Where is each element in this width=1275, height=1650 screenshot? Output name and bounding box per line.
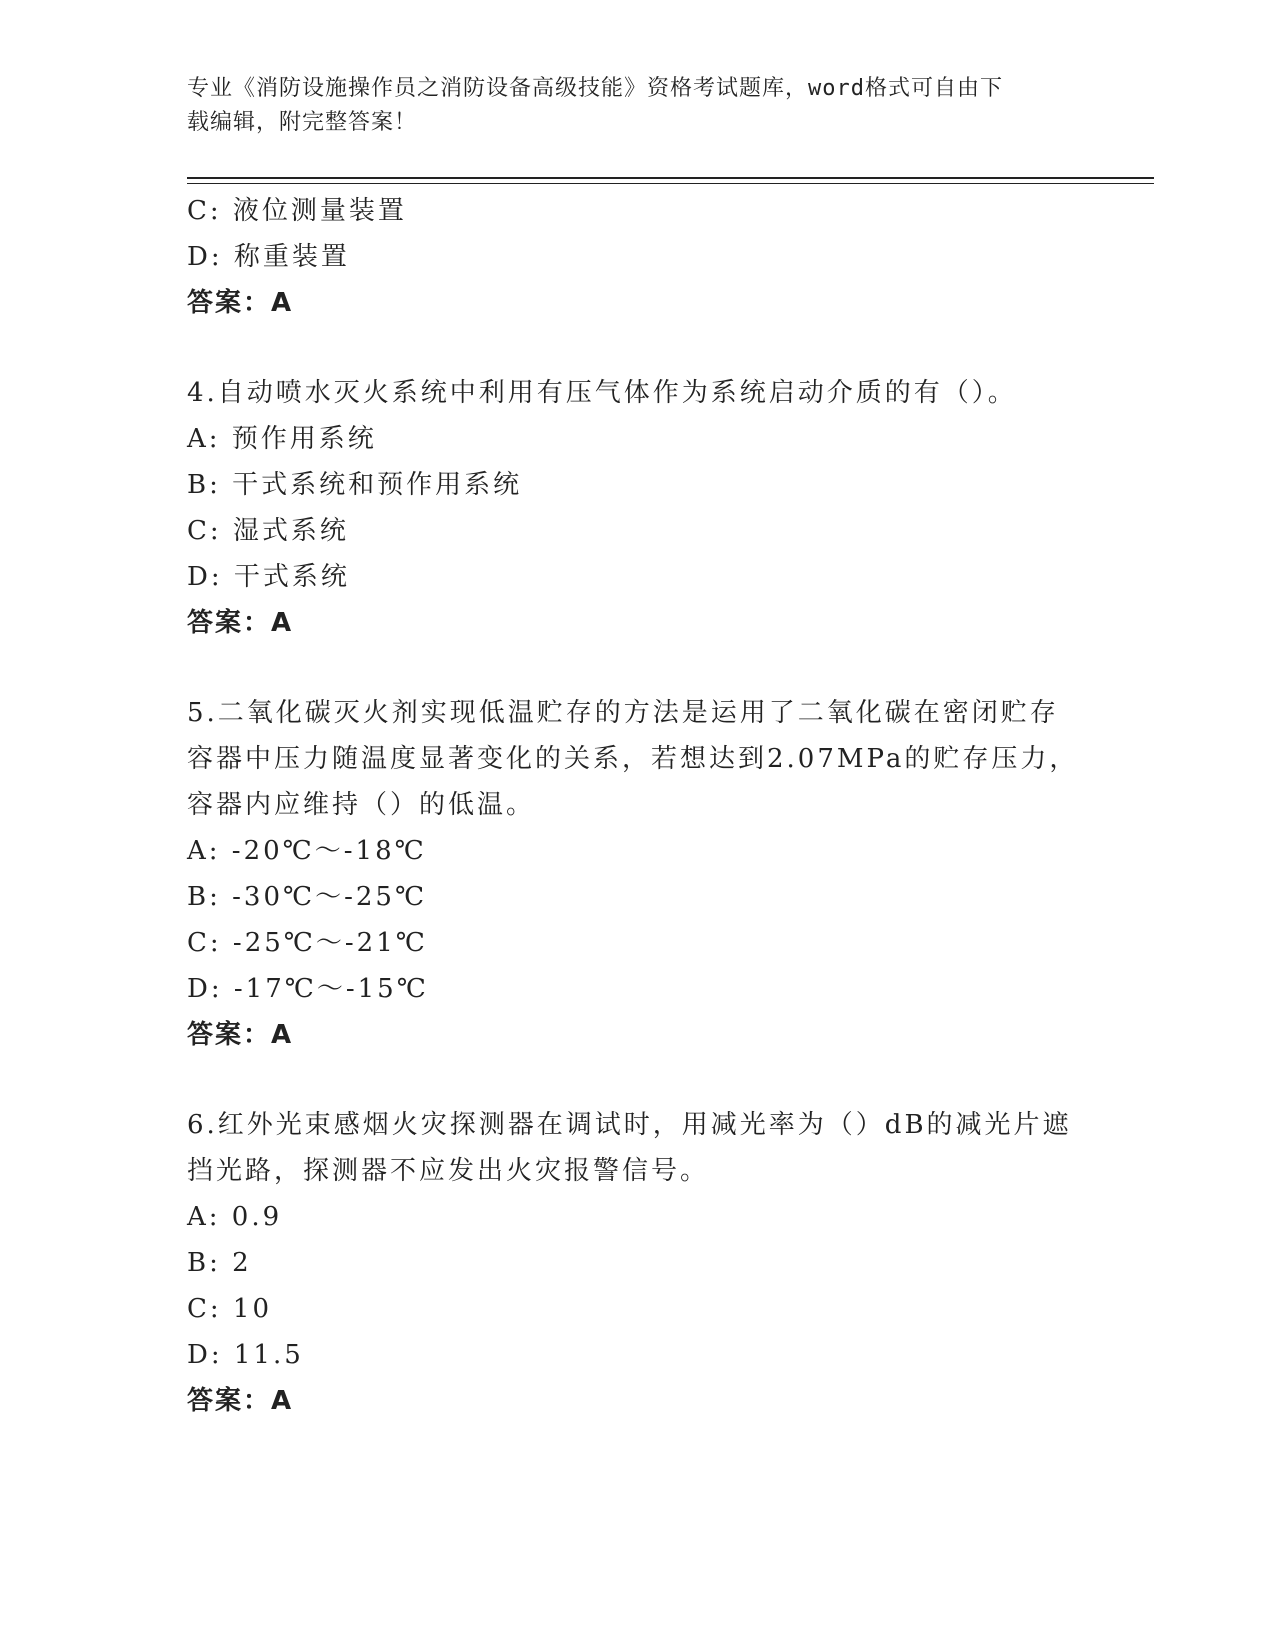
option-a: A: 预作用系统 — [187, 424, 377, 454]
answer-label: 答案：A — [187, 1020, 294, 1050]
question-stem: 4.自动喷水灭火系统中利用有压气体作为系统启动介质的有（）。 — [187, 378, 1017, 408]
question-gap — [187, 1058, 1087, 1102]
question-gap — [187, 646, 1087, 690]
question-4 — [187, 370, 1087, 646]
question-stem-line-1: 5.二氧化碳灭火剂实现低温贮存的方法是运用了二氧化碳在密闭贮存 — [187, 698, 1059, 728]
header-divider-thick — [187, 177, 1154, 179]
option-c: C: -25℃～-21℃ — [187, 928, 428, 958]
option-d: D: 干式系统 — [187, 562, 350, 592]
question-stem-line-2: 挡光路，探测器不应发出火灾报警信号。 — [187, 1156, 710, 1186]
question-5 — [187, 690, 1087, 1058]
option-d: D: 称重装置 — [187, 242, 350, 272]
option-d: D: 11.5 — [187, 1340, 304, 1370]
question-stem-line-3: 容器内应维持（）的低温。 — [187, 790, 536, 820]
option-a: A: 0.9 — [187, 1202, 283, 1232]
header-line-2: 载编辑，附完整答案！ — [187, 110, 418, 135]
option-a: A: -20℃～-18℃ — [187, 836, 427, 866]
question-list — [187, 188, 1087, 1424]
answer-label: 答案：A — [187, 608, 294, 638]
option-c: C: 液位测量装置 — [187, 196, 407, 226]
option-b: B: 干式系统和预作用系统 — [187, 470, 523, 500]
question-gap — [187, 326, 1087, 370]
header-line-1: 专业《消防设施操作员之消防设备高级技能》资格考试题库，word格式可自由下 — [187, 76, 1003, 101]
option-b: B: 2 — [187, 1248, 252, 1278]
question-stem-line-2: 容器中压力随温度显著变化的关系，若想达到2.07MPa的贮存压力， — [187, 744, 1079, 774]
answer-label: 答案：A — [187, 1386, 294, 1416]
answer-label: 答案：A — [187, 288, 294, 318]
option-c: C: 10 — [187, 1294, 273, 1324]
option-d: D: -17℃～-15℃ — [187, 974, 429, 1004]
question-6 — [187, 1102, 1087, 1424]
document-header — [187, 72, 1067, 140]
option-b: B: -30℃～-25℃ — [187, 882, 428, 912]
option-c: C: 湿式系统 — [187, 516, 349, 546]
header-divider-thin — [187, 183, 1154, 184]
question-3-tail — [187, 188, 1087, 326]
question-stem-line-1: 6.红外光束感烟火灾探测器在调试时，用减光率为（）dB的减光片遮 — [187, 1110, 1072, 1140]
